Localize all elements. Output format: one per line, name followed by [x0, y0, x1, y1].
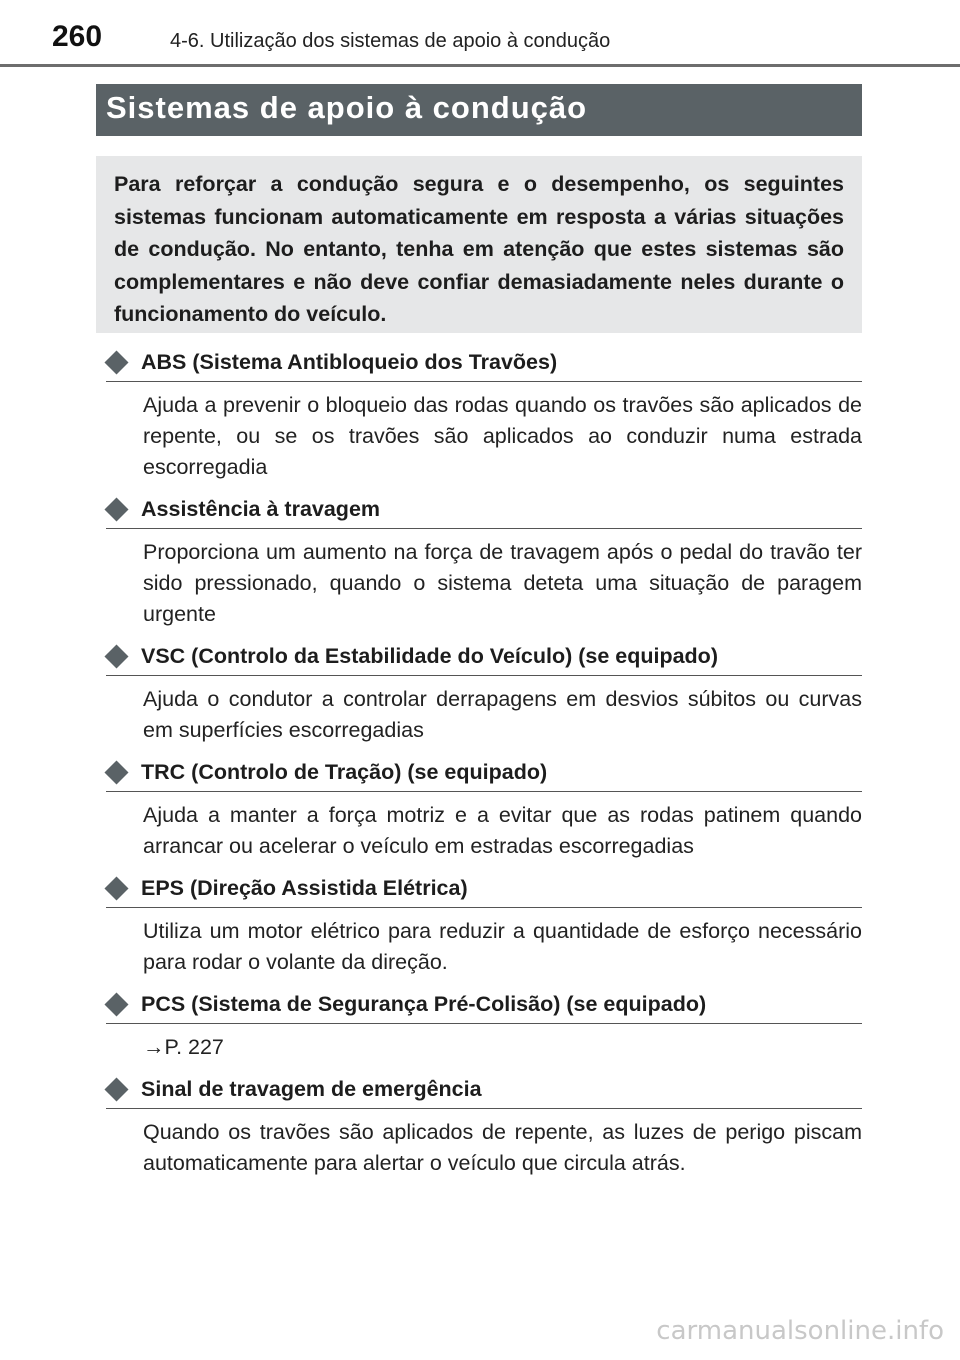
diamond-icon [104, 876, 128, 900]
page-header [0, 0, 960, 66]
diamond-icon [104, 644, 128, 668]
feature-abs [106, 350, 862, 483]
diamond-icon [104, 760, 128, 784]
feature-description: Utiliza um motor elétrico para reduzir a quantidade de esforço necessário para rodar o volante da direção. [143, 919, 862, 974]
feature-vsc [106, 644, 862, 746]
feature-list [106, 350, 862, 1193]
page-number: 260 [52, 20, 103, 53]
diamond-icon [104, 350, 128, 374]
feature-heading [106, 760, 862, 792]
feature-title: EPS (Direção Assistida Elétrica) [141, 876, 468, 900]
feature-title: VSC (Controlo da Estabilidade do Veículo) (se equipado) [141, 644, 718, 668]
feature-description: Ajuda a manter a força motriz e a evitar que as rodas patinem quando arrancar ou acelerar o veículo em estradas escorregadias [143, 803, 862, 858]
feature-heading [106, 350, 862, 382]
section-title-bar [96, 84, 862, 136]
feature-title: TRC (Controlo de Tração) (se equipado) [141, 760, 548, 784]
watermark: carmanualsonline.info [656, 1316, 944, 1346]
feature-trc [106, 760, 862, 862]
header-divider [0, 64, 960, 67]
feature-description: Quando os travões são aplicados de repente, as luzes de perigo piscam automaticamente para alertar o veículo que circula atrás. [143, 1120, 862, 1175]
feature-description: Proporciona um aumento na força de travagem após o pedal do travão ter sido pressionado, quando o sistema deteta uma situação de paragem urgente [143, 540, 862, 626]
diamond-icon [104, 1077, 128, 1101]
feature-heading [106, 992, 862, 1024]
intro-box [96, 156, 862, 333]
feature-pcs [106, 992, 862, 1063]
feature-title: Sinal de travagem de emergência [141, 1077, 482, 1101]
feature-heading [106, 644, 862, 676]
chapter-title: 4-6. Utilização dos sistemas de apoio à condução [170, 30, 611, 52]
feature-emergency-brake-signal [106, 1077, 862, 1179]
page-reference-link[interactable]: →P. 227 [143, 1035, 224, 1059]
feature-heading [106, 876, 862, 908]
feature-description: Ajuda a prevenir o bloqueio das rodas quando os travões são aplicados de repente, ou se os travões são aplicados ao conduzir numa estrada escorregadia [143, 393, 862, 479]
diamond-icon [104, 497, 128, 521]
diamond-icon [104, 992, 128, 1016]
feature-heading [106, 497, 862, 529]
feature-brake-assist [106, 497, 862, 630]
feature-title: ABS (Sistema Antibloqueio dos Travões) [141, 350, 558, 374]
intro-text: Para reforçar a condução segura e o desempenho, os seguintes sistemas funcionam automaticamente em resposta a várias situações de condução. No entanto, tenha em atenção que estes sistemas são complementares e não deve confiar demasiadamente neles durante o funcionamento do veículo. [114, 172, 844, 326]
feature-eps [106, 876, 862, 978]
feature-heading [106, 1077, 862, 1109]
feature-title: Assistência à travagem [141, 497, 381, 521]
feature-description: Ajuda o condutor a controlar derrapagens em desvios súbitos ou curvas em superfícies escorregadias [143, 687, 862, 742]
page-title: Sistemas de apoio à condução [106, 90, 588, 125]
feature-title: PCS (Sistema de Segurança Pré-Colisão) (se equipado) [141, 992, 707, 1016]
